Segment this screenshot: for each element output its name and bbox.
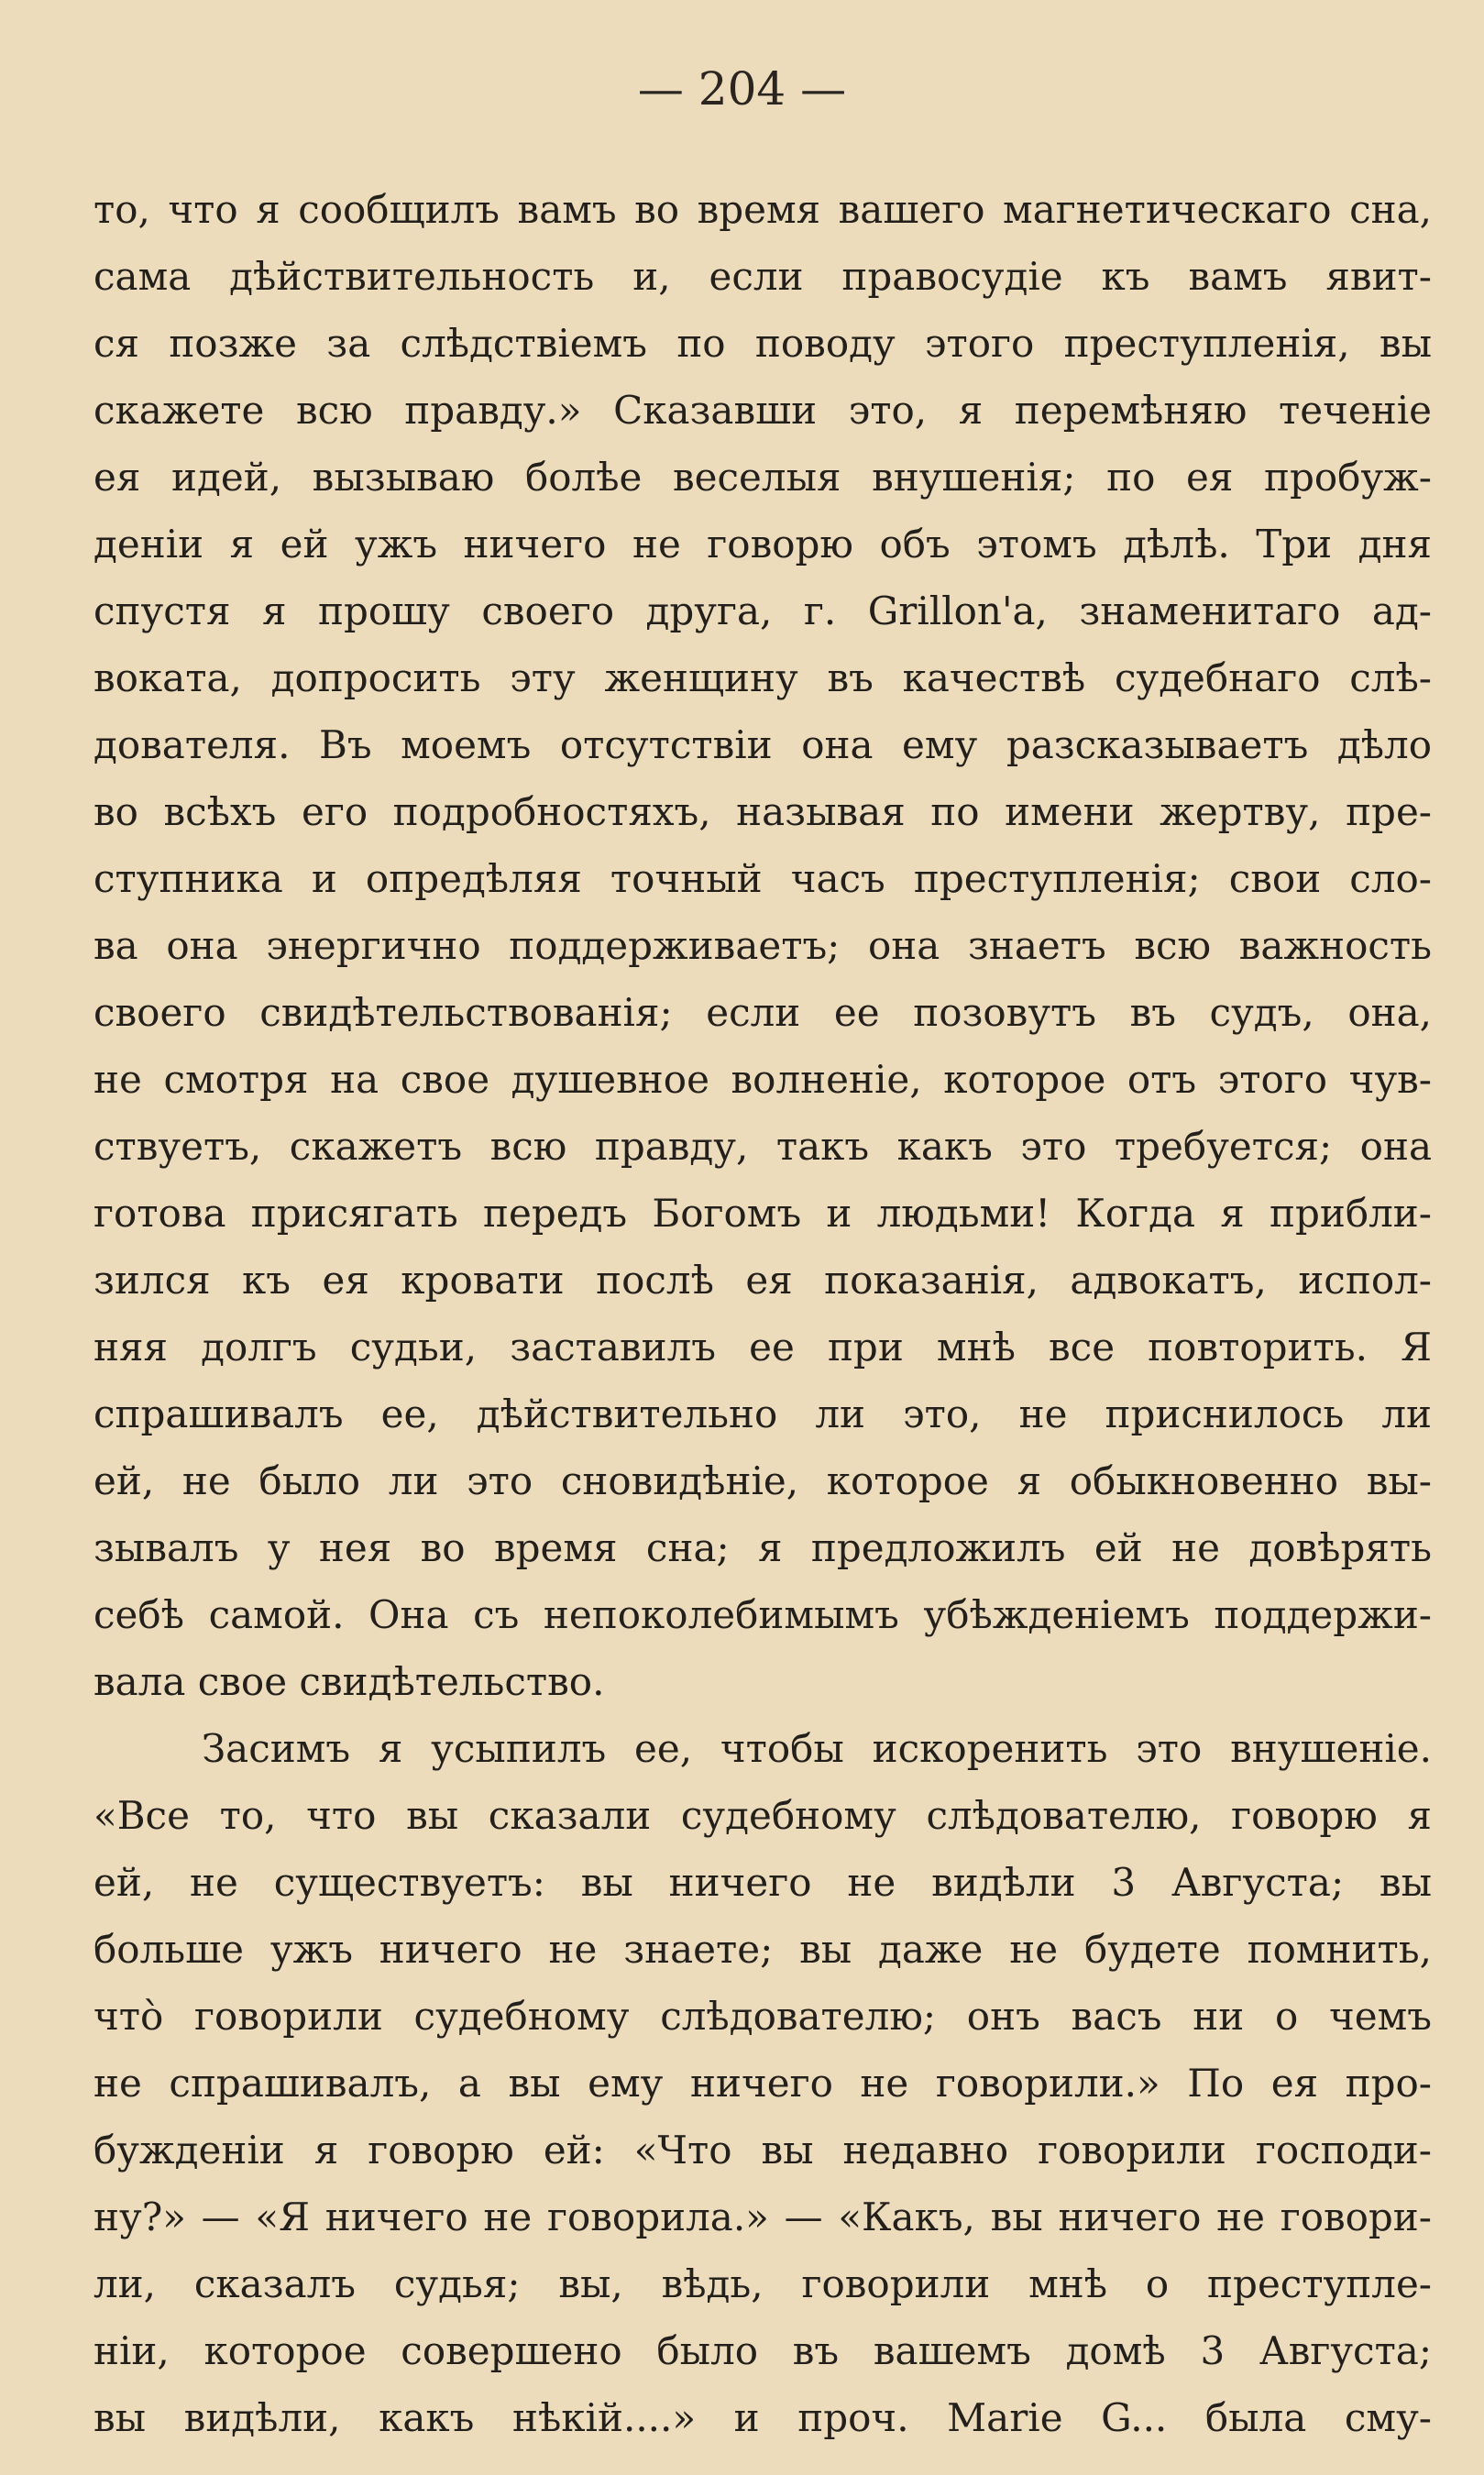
body-text [93, 176, 1432, 2451]
text-line: бужденіи я говорю ей: «Что вы недавно говорили господи- [93, 2128, 1432, 2172]
text-line: не спрашивалъ, а вы ему ничего не говорили.» По ея про- [93, 2061, 1432, 2106]
text-line: ну?» — «Я ничего не говорила.» — «Какъ, вы ничего не говори- [93, 2194, 1432, 2239]
text-line: больше ужъ ничего не знаете; вы даже не будете помнить, [93, 1927, 1432, 1972]
text-line: дователя. Въ моемъ отсутствіи она ему разсказываетъ дѣло [93, 722, 1432, 767]
text-line: что̀ говорили судебному слѣдователю; онъ васъ ни о чемъ [93, 1994, 1432, 2039]
page-number: — 204 — [637, 62, 847, 116]
text-line: ступника и опредѣляя точный часъ преступленія; свои сло- [93, 856, 1432, 901]
text-line: не смотря на свое душевное волненіе, которое отъ этого чув- [93, 1057, 1432, 1102]
text-line: «Все то, что вы сказали судебному слѣдователю, говорю я [93, 1793, 1432, 1838]
text-line: ніи, которое совершено было въ вашемъ домѣ 3 Августа; [93, 2328, 1432, 2373]
text-line: зился къ ея кровати послѣ ея показанія, адвокатъ, испол- [93, 1258, 1432, 1303]
text-line: ва она энергично поддерживаетъ; она знаетъ всю важность [93, 923, 1432, 968]
text-line: своего свидѣтельствованія; если ее позовутъ въ судъ, она, [93, 990, 1432, 1035]
text-line: сама дѣйствительность и, если правосудіе къ вамъ явит- [93, 254, 1432, 299]
text-line: ли, сказалъ судья; вы, вѣдь, говорили мнѣ о преступле- [93, 2261, 1432, 2306]
text-line: спрашивалъ ее, дѣйствительно ли это, не приснилось ли [93, 1392, 1432, 1436]
text-line: зывалъ у нея во время сна; я предложилъ ей не довѣрять [93, 1525, 1432, 1570]
text-line: во всѣхъ его подробностяхъ, называя по имени жертву, пре- [93, 789, 1432, 834]
text-line: ей, не существуетъ: вы ничего не видѣли 3 Августа; вы [93, 1860, 1432, 1905]
text-line: воката, допросить эту женщину въ качествѣ судебнаго слѣ- [93, 655, 1432, 700]
paragraph-end-line: вала свое свидѣтельство. [93, 1659, 605, 1704]
text-line: то, что я сообщилъ вамъ во время вашего магнетическаго сна, [93, 187, 1432, 232]
text-line: готова присягать передъ Богомъ и людьми! Когда я прибли- [93, 1191, 1432, 1236]
text-line: няя долгъ судьи, заставилъ ее при мнѣ все повторить. Я [93, 1325, 1432, 1370]
text-line: спустя я прошу своего друга, г. Grillon'а, знаменитаго ад- [93, 588, 1432, 633]
text-line: ствуетъ, скажетъ всю правду, такъ какъ это требуется; она [93, 1124, 1432, 1169]
text-line: себѣ самой. Она съ непоколебимымъ убѣжденіемъ поддержи- [93, 1592, 1432, 1637]
paragraph-first-line: Засимъ я усыпилъ ее, чтобы искоренить это внушеніе. [202, 1726, 1432, 1771]
text-line: деніи я ей ужъ ничего не говорю объ этомъ дѣлѣ. Три дня [93, 522, 1432, 566]
text-line: скажете всю правду.» Сказавши это, я перемѣняю теченіе [93, 388, 1432, 433]
text-line: вы видѣли, какъ нѣкій....» и проч. Marie G... была сму- [93, 2395, 1432, 2440]
text-line: ея идей, вызываю болѣе веселыя внушенія; по ея пробуж- [93, 455, 1432, 500]
text-line: ся позже за слѣдствіемъ по поводу этого преступленія, вы [93, 321, 1432, 366]
text-line: ей, не было ли это сновидѣніе, которое я обыкновенно вы- [93, 1458, 1432, 1503]
